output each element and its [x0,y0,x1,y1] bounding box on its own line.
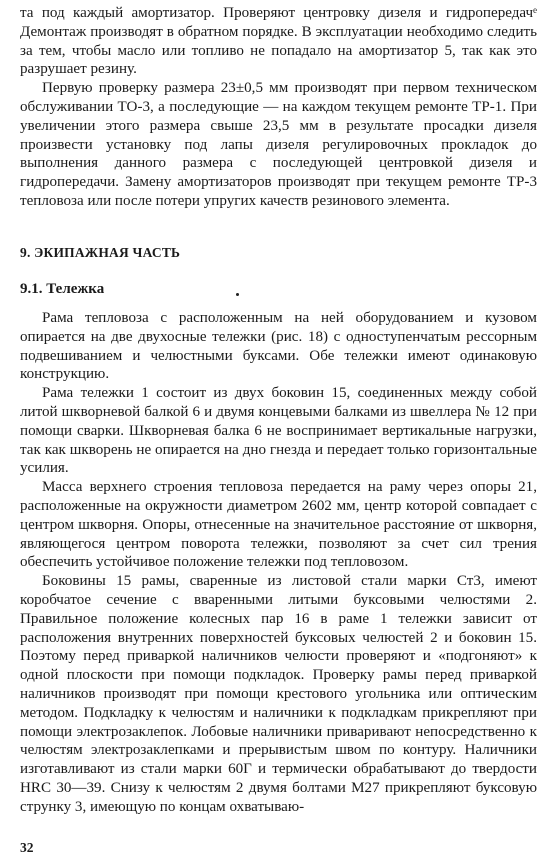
paragraph-size-check: Первую проверку размера 23±0,5 мм производят при первом техническом обслуживании ТО-3, а последующие — на каждом текущем ремонте ТР-1. При увеличении этого размера свыше 23,5 мм в результате просадки дизеля произвести установку под лапы дизеля регулировочных прокладок до выполнения данного размера с последующей центровкой дизеля и гидропередачи. Замену амортизаторов производят при текущем ремонте ТР-3 тепловоза или после потери упругих качеств резинового элемента. [20,80,537,209]
print-speck [236,293,239,296]
page-number: 32 [20,840,34,855]
paragraph-frame: Рама тепловоза с расположенным на ней оборудованием и кузовом опирается на две двухосные тележки (рис. 18) с одноступенчатым рессорным подвешиванием и челюстными буксами. Обе тележки имеют одинаковую конструкцию. [20,310,537,383]
text-block-top [20,4,537,211]
section-heading: 9. ЭКИПАЖНАЯ ЧАСТЬ [20,245,181,260]
paragraph-side-frames: Боковины 15 рамы, сваренные из листовой стали марки Ст3, имеют коробчатое сечение с вваренными литыми буксовыми челюстями 2. Правильное положение колесных пар 16 в раме 1 тележки зависит от расположения внутренних поверхностей буксовых челюстей 2 и боковин 15. Поэтому перед приваркой наличников челюсти проверяют и «подгоняют» к одной плоскости при помощи подкладок. Проверку рамы перед приваркой наличников производят при помощи крестового угольника или оптическим методом. Подкладку к челюстям и наличники к подкладкам прикрепляют при помощи электрозаклепок. Лобовые наличники приваривают непосредственно к челюстям электрозаклепками и прерывистым швом по контуру. Наличники изготавливают из стали марки 60Г и термически обрабатывают до твердости HRC 30—39. Снизу к челюстям 2 двумя болтами М27 прикрепляют буксовую струнку 3, имеющую по концам охватываю- [20,573,537,815]
paragraph-bogie-frame: Рама тележки 1 состоит из двух боковин 15, соединенных между собой литой шкворневой балкой 6 и двумя концевыми балками из швеллера № 12 при помощи сварки. Шкворневая балка 6 не воспринимает вертикальные нагрузки, так как шкворень не опирается на дно гнезда и передает только горизонтальные усилия. [20,385,537,477]
paragraph-mass-transfer: Масса верхнего строения тепловоза передается на раму через опоры 21, расположенные на окружности диаметром 2602 мм, центр которой совпадает с центром шкворня. Опоры, отнесенные на значительное расстояние от шкворня, являющегося центром поворота тележки, позволяют за счет сил трения обеспечить устойчивое положение тележки под тепловозом. [20,479,537,571]
subsection-heading: 9.1. Тележка [20,281,105,297]
paragraph-continuation: та под каждый амортизатор. Проверяют центровку дизеля и гидропередачᵉ Демонтаж производят в обратном порядке. В эксплуатации необходимо следить за тем, чтобы масло или топливо не попадало на амортизатор 5, так как это разрушает резину. [20,5,537,78]
text-block-main [20,309,537,817]
